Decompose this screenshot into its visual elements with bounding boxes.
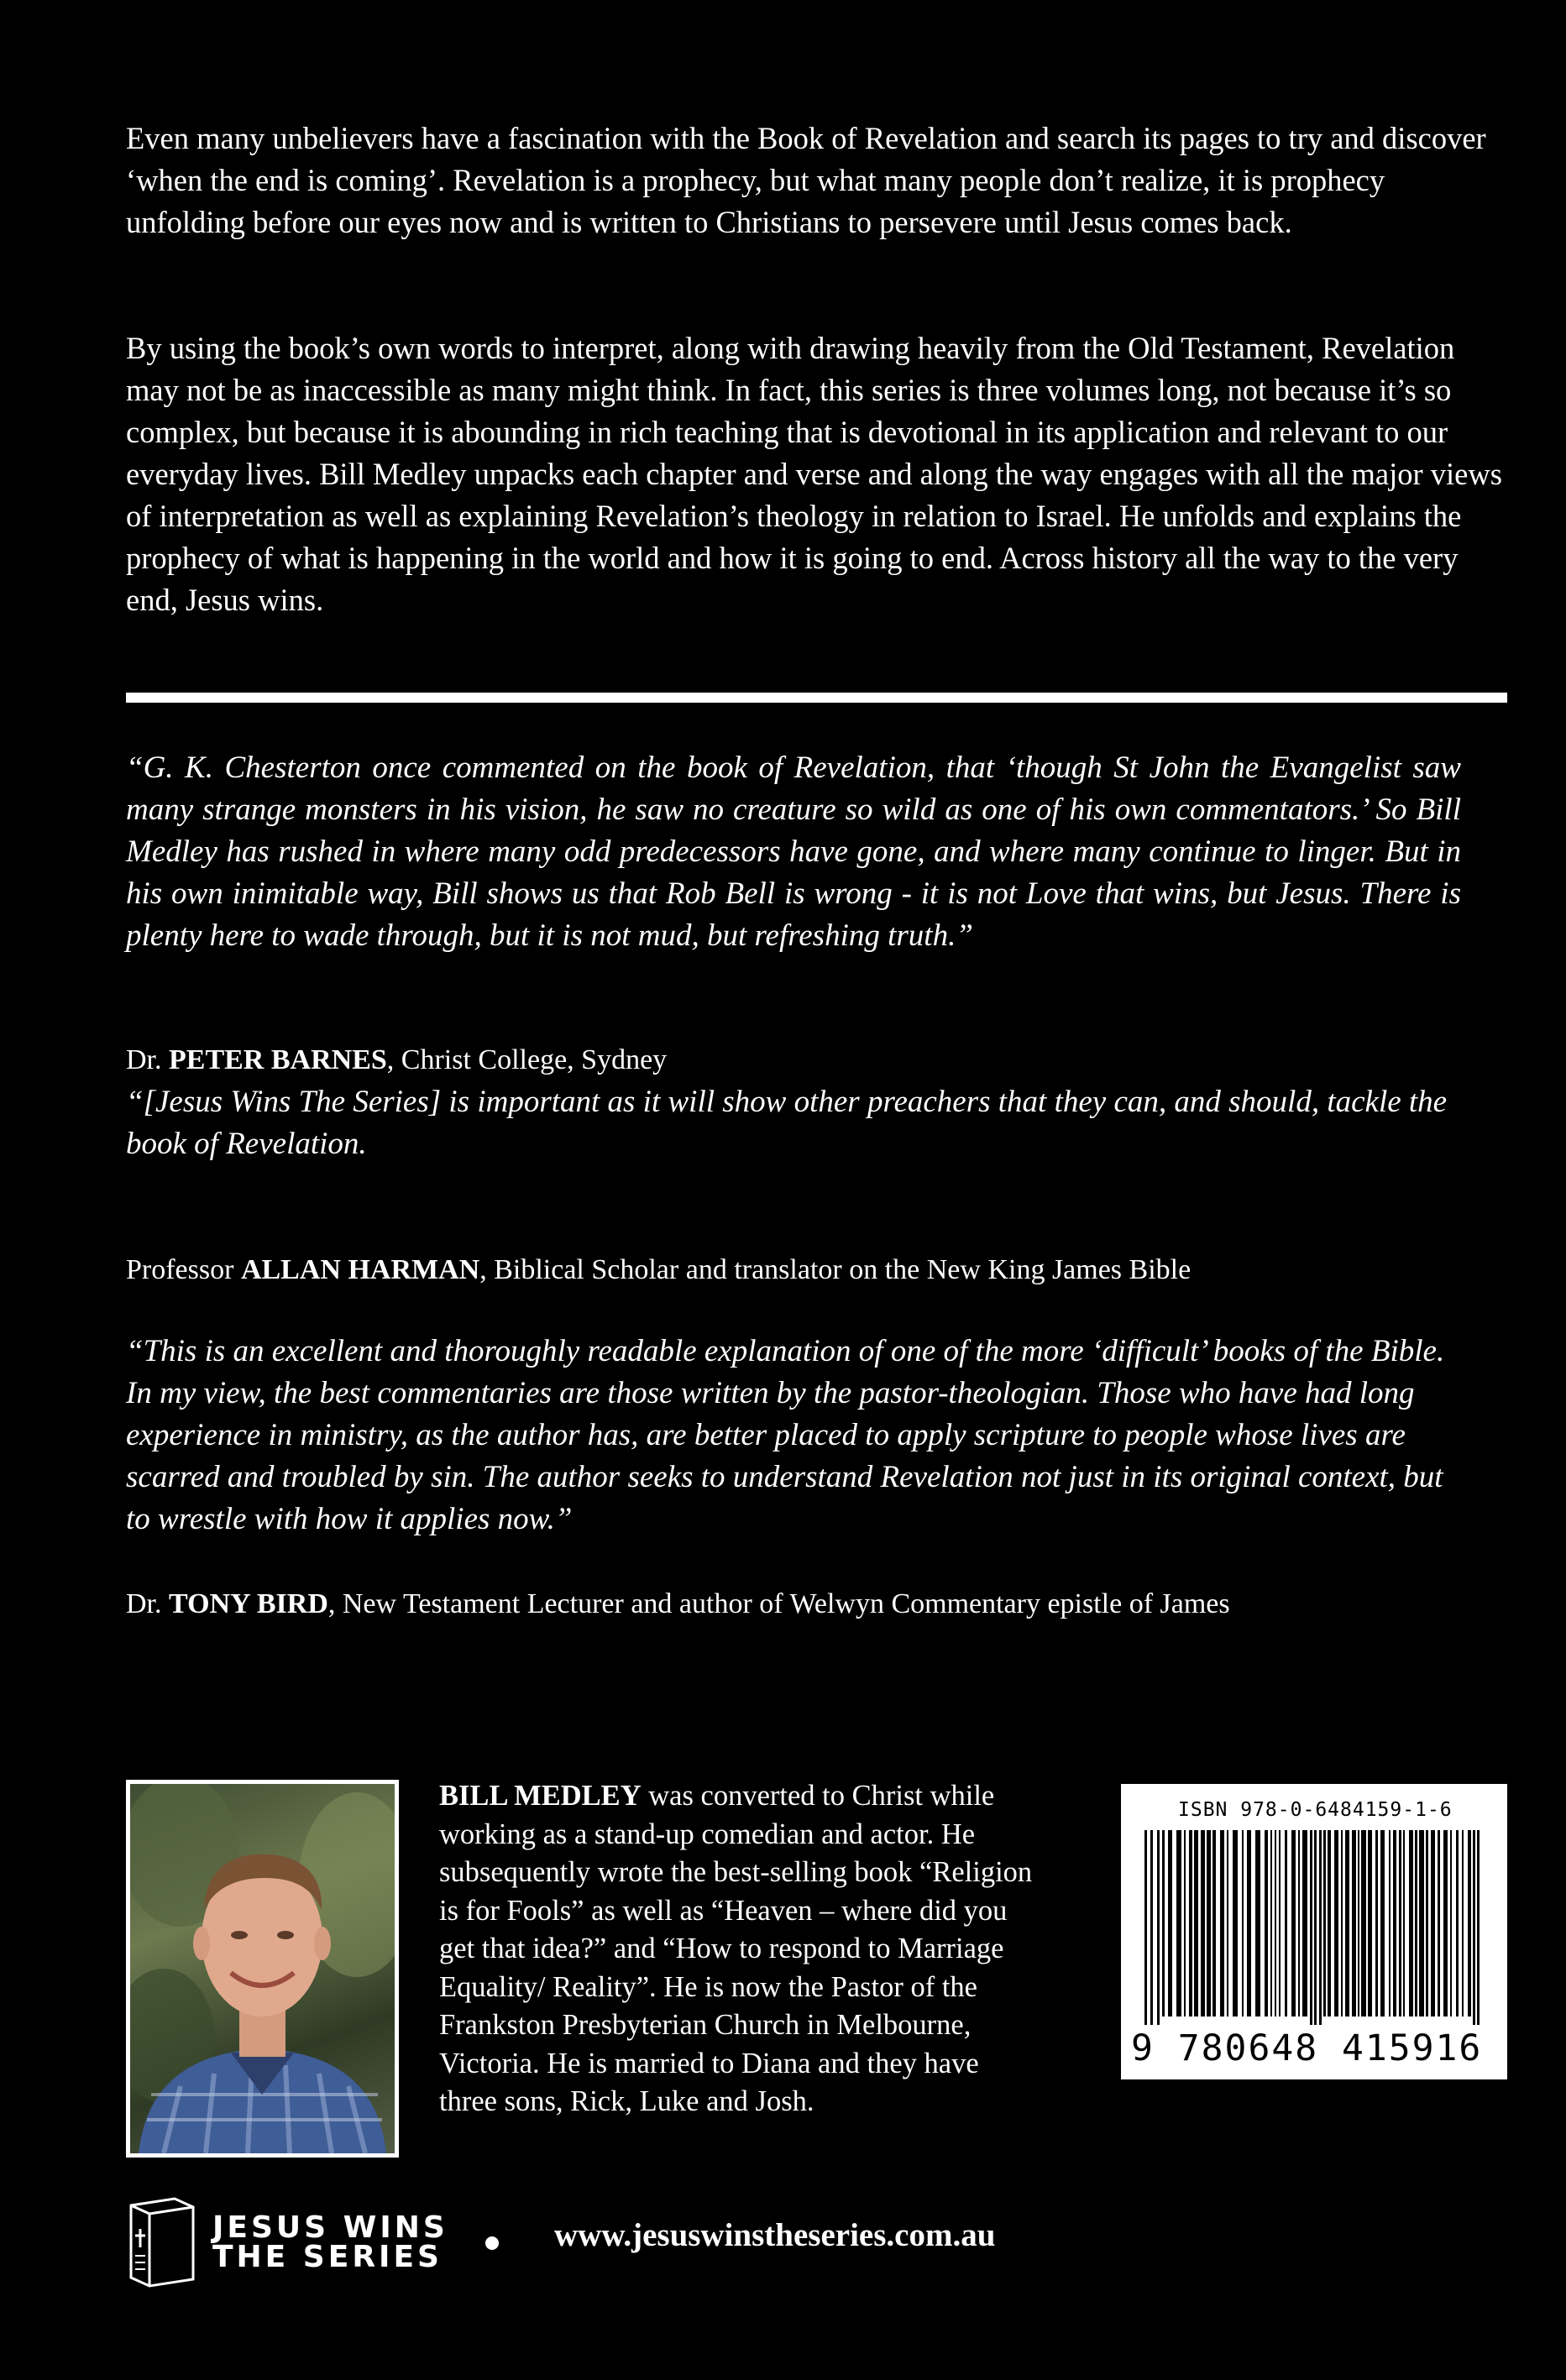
attribution-name: TONY BIRD	[169, 1588, 328, 1619]
divider-rule	[126, 693, 1507, 703]
barcode-bar	[1375, 1830, 1378, 2016]
barcode-bar	[1302, 1830, 1307, 2016]
barcode-bar	[1403, 1830, 1405, 2016]
barcode-bar	[1242, 1830, 1244, 2016]
barcode-bar	[1150, 1830, 1153, 2025]
barcode-bars	[1144, 1830, 1484, 2025]
author-name: BILL MEDLEY	[439, 1780, 642, 1812]
barcode-bar	[1477, 1830, 1480, 2025]
author-bio-text: was converted to Christ while working as a stand-up comedian and actor. He subsequently wrote the best-selling book “Religion is for Fools” as well as “Heaven – where did you get that idea?” and “How to respond to Marriage Equality/ Reality”. He is now the Pastor of the Frankston Presbyterian Church in Melbourne, Victoria. He is married to Diana and they have three sons, Rick, Luke and Josh.	[439, 1780, 1033, 2117]
barcode-bar	[1176, 1830, 1181, 2016]
barcode-bar	[1291, 1830, 1296, 2016]
endorsement-quote-3: “This is an excellent and thoroughly readable explanation of one of the more ‘difficult’ books of the Bible. In my view, the best commentaries are those written by the pastor-theologian. Those who have had long experience in ministry, as the author has, are better placed to apply scripture to people whose lives are scarred and troubled by sin. The author seeks to understand Revelation not just in its original context, but to wrestle with how it applies now.”	[126, 1334, 1445, 1536]
barcode-bar	[1409, 1830, 1413, 2016]
barcode-bar	[1144, 1830, 1147, 2025]
attribution-prefix: Dr.	[126, 1044, 169, 1075]
endorsement-quote-2: “[Jesus Wins The Series] is important as it will show other preachers that they can, and should, tackle the book of Revelation.	[126, 1085, 1448, 1161]
barcode-bar	[1275, 1830, 1276, 2016]
blurb-text-1: Even many unbelievers have a fascination with the Book of Revelation and search its pages to try and discover ‘when the end is coming’. Revelation is a prophecy, but what many people don’t realize, it is prophecy unfolding before our eyes now and is written to Christians to persevere until Jesus comes back.	[126, 121, 1486, 239]
author-portrait	[130, 1784, 395, 2153]
barcode-bar	[1438, 1830, 1440, 2016]
attribution-affiliation: , New Testament Lecturer and author of Welwyn Commentary epistle of James	[327, 1588, 1230, 1619]
barcode-bar	[1443, 1830, 1448, 2016]
barcode-bar	[1220, 1830, 1224, 2016]
barcode-bar	[1431, 1830, 1435, 2016]
barcode-bar	[1285, 1830, 1287, 2016]
barcode-bar	[1298, 1830, 1300, 2016]
barcode-bar	[1314, 1830, 1317, 2025]
barcode-bar	[1361, 1830, 1366, 2016]
series-wordmark	[212, 2210, 448, 2274]
barcode-bar	[1265, 1830, 1268, 2016]
book-logo-icon	[124, 2195, 200, 2288]
barcode-bar	[1473, 1830, 1475, 2025]
barcode-bar	[1255, 1830, 1260, 2016]
wordmark-line-1: JESUS WINS	[212, 2210, 448, 2245]
website-url[interactable]: www.jesuswinstheseries.com.au	[554, 2217, 996, 2253]
barcode-bar	[1168, 1830, 1172, 2016]
attribution-name: ALLAN HARMAN	[240, 1254, 480, 1285]
barcode-bar	[1227, 1830, 1228, 2016]
barcode-digits: 9 780648 415916	[1131, 2027, 1483, 2069]
isbn-label: ISBN 978-0-6484159-1-6	[1178, 1799, 1453, 1821]
barcode-bar	[1233, 1830, 1238, 2016]
isbn-barcode	[1121, 1784, 1507, 2079]
barcode-bar	[1212, 1830, 1216, 2016]
barcode-bar	[1426, 1830, 1428, 2016]
barcode-bar	[1419, 1830, 1424, 2016]
bullet-separator	[485, 2236, 499, 2250]
wordmark-line-2: THE SERIES	[212, 2240, 443, 2274]
barcode-bar	[1415, 1830, 1417, 2016]
attribution-affiliation: , Biblical Scholar and translator on the New King James Bible	[479, 1254, 1192, 1285]
author-photo	[126, 1780, 399, 2158]
barcode-bar	[1279, 1830, 1281, 2016]
barcode-bar	[1189, 1830, 1192, 2016]
barcode-bar	[1310, 1830, 1312, 2025]
barcode-bar	[1319, 1830, 1322, 2025]
portrait-illustration	[130, 1784, 395, 2153]
barcode-bar	[1462, 1830, 1464, 2016]
endorsement-attribution-2	[126, 1251, 1191, 1289]
barcode-bar	[1270, 1830, 1272, 2016]
attribution-affiliation: , Christ College, Sydney	[386, 1044, 668, 1075]
barcode-bar	[1352, 1830, 1356, 2016]
endorsement-attribution-3	[126, 1585, 1230, 1624]
blurb-paragraph-2	[126, 327, 1503, 621]
barcode-bar	[1341, 1830, 1343, 2016]
endorsement-attribution-1	[126, 1041, 667, 1080]
barcode-bar	[1207, 1830, 1211, 2016]
barcode-bar	[1334, 1830, 1338, 2016]
endorsement-quote-1: “G. K. Chesterton once commented on the book of Revelation, that ‘though St John the Evangelist saw many strange monsters in his vision, he saw no creature so wild as one of his own commentators.’ So Bill Medley has rushed in where many odd predecessors have gone, and where many continue to linger. But in his own inimitable way, Bill shows us that Rob Bell is wrong - it is not Love that wins, but Jesus. There is plenty here to wade through, but it is not mud, but refreshing truth.”	[126, 751, 1461, 953]
attribution-prefix: Professor	[126, 1254, 241, 1285]
barcode-bar	[1201, 1830, 1205, 2016]
barcode-bar	[1450, 1830, 1452, 2016]
barcode-bar	[1393, 1830, 1396, 2016]
barcode-bar	[1162, 1830, 1165, 2016]
barcode-bar	[1345, 1830, 1349, 2016]
barcode-bar	[1368, 1830, 1372, 2016]
author-bio	[439, 1777, 1044, 2121]
barcode-bar	[1157, 1830, 1160, 2025]
barcode-bar	[1389, 1830, 1391, 2016]
blurb-paragraph-1	[126, 118, 1503, 243]
barcode-bar	[1380, 1830, 1385, 2016]
attribution-prefix: Dr.	[126, 1588, 169, 1619]
barcode-bar	[1184, 1830, 1186, 2016]
barcode-bar	[1468, 1830, 1471, 2016]
barcode-bar	[1328, 1830, 1331, 2016]
blurb-text-2: By using the book’s own words to interpret, along with drawing heavily from the Old Testament, Revelation may not be as inaccessible as many might think. In fact, this series is three volumes long, not because it’s so complex, but because it is abounding in rich teaching that is devotional in its application and relevant to our everyday lives. Bill Medley unpacks each chapter and verse and along the way engages with all the major views of interpretation as well as explaining Revelation’s theology in relation to Israel. He unfolds and explains the prophecy of what is happening in the world and how it is going to end. Across history all the way to the very end, Jesus wins.	[126, 331, 1502, 617]
barcode-bar	[1247, 1830, 1251, 2016]
barcode-bar	[1323, 1830, 1326, 2016]
barcode-bar	[1194, 1830, 1198, 2016]
barcode-bar	[1358, 1830, 1359, 2016]
barcode-bar	[1399, 1830, 1401, 2016]
attribution-name: PETER BARNES	[169, 1044, 387, 1075]
barcode-bar	[1456, 1830, 1459, 2016]
